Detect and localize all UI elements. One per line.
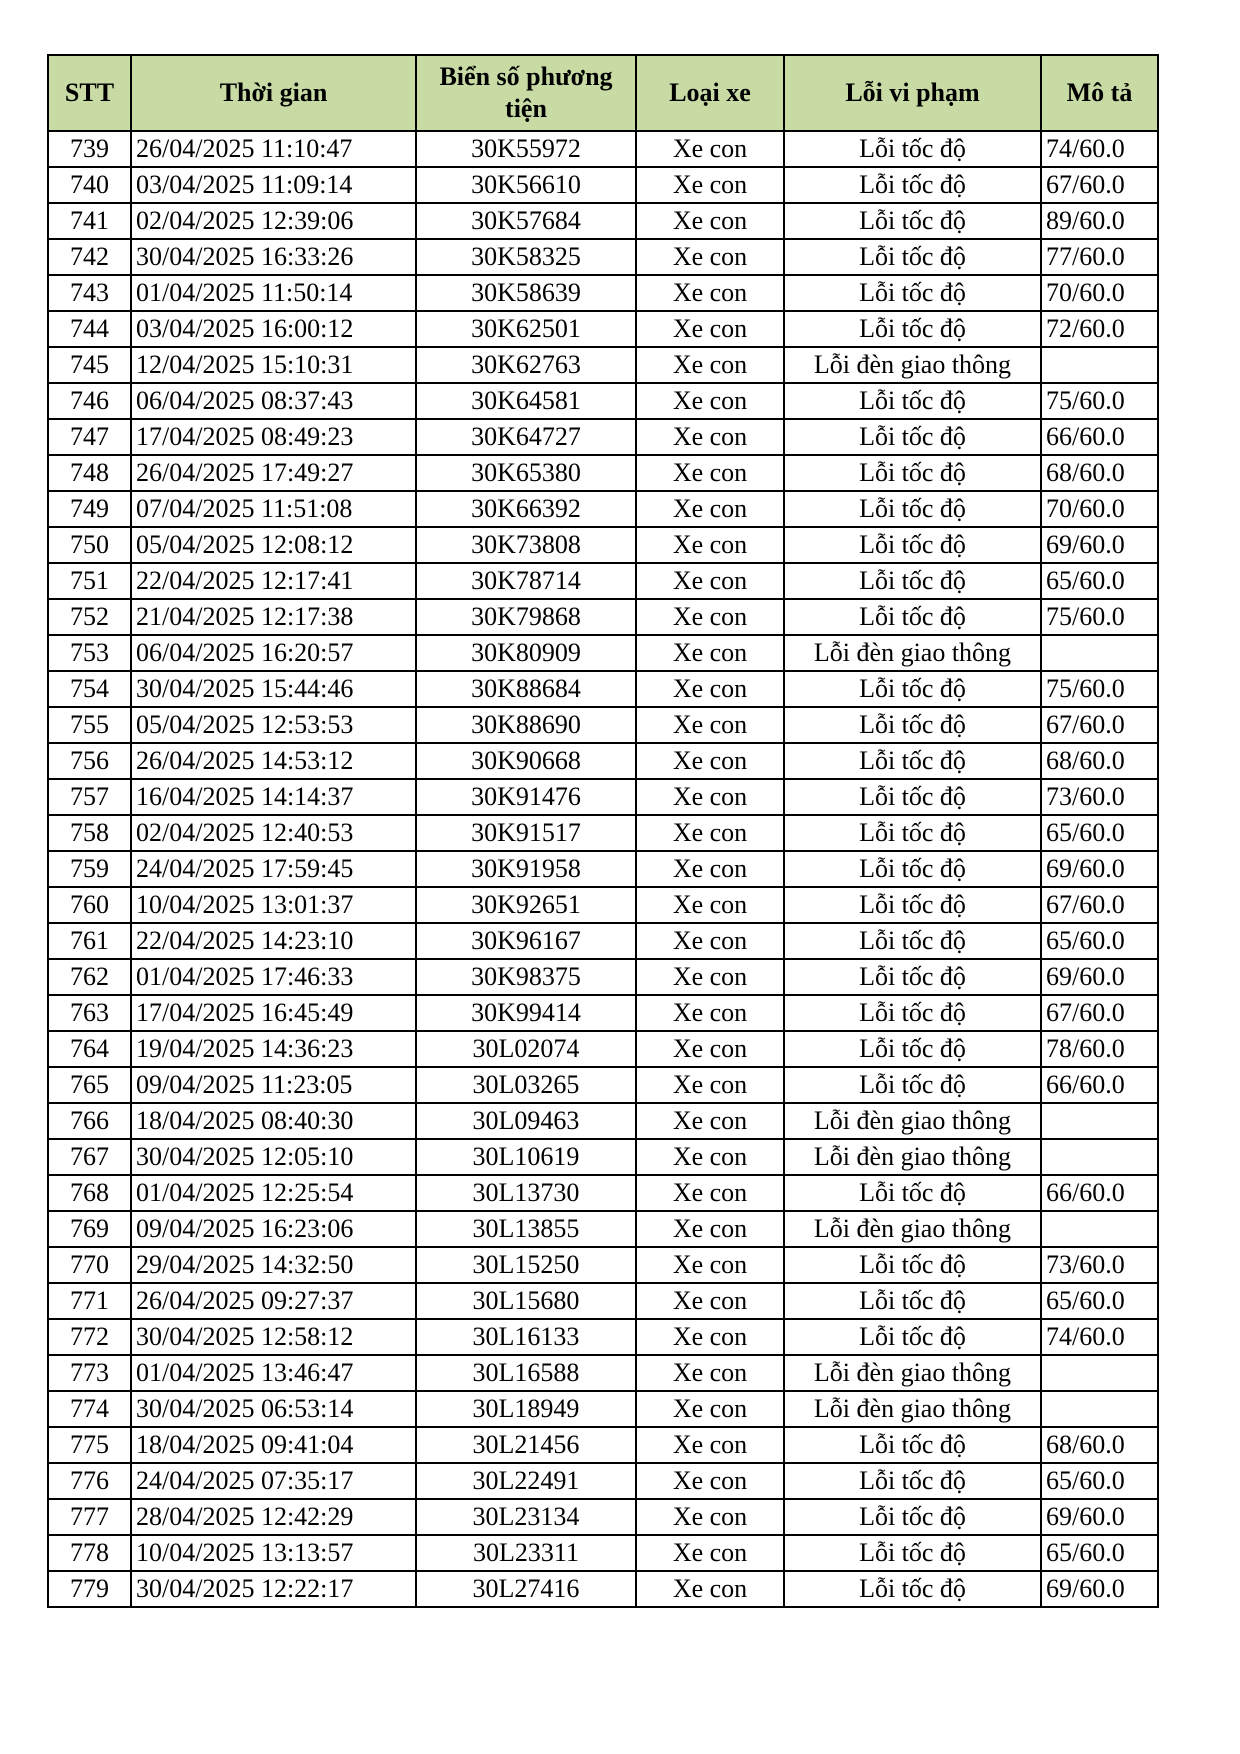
cell-violation: Lỗi tốc độ bbox=[784, 1499, 1041, 1535]
cell-stt: 752 bbox=[48, 599, 131, 635]
cell-plate: 30L21456 bbox=[416, 1427, 636, 1463]
cell-description: 66/60.0 bbox=[1041, 1067, 1158, 1103]
cell-time: 02/04/2025 12:40:53 bbox=[131, 815, 416, 851]
cell-stt: 740 bbox=[48, 167, 131, 203]
cell-description: 70/60.0 bbox=[1041, 275, 1158, 311]
cell-violation: Lỗi tốc độ bbox=[784, 599, 1041, 635]
cell-vehicle-type: Xe con bbox=[636, 707, 784, 743]
cell-description: 65/60.0 bbox=[1041, 815, 1158, 851]
cell-vehicle-type: Xe con bbox=[636, 419, 784, 455]
cell-plate: 30L10619 bbox=[416, 1139, 636, 1175]
cell-time: 19/04/2025 14:36:23 bbox=[131, 1031, 416, 1067]
cell-plate: 30K64581 bbox=[416, 383, 636, 419]
cell-vehicle-type: Xe con bbox=[636, 743, 784, 779]
cell-description: 75/60.0 bbox=[1041, 599, 1158, 635]
cell-stt: 772 bbox=[48, 1319, 131, 1355]
cell-time: 16/04/2025 14:14:37 bbox=[131, 779, 416, 815]
cell-description: 72/60.0 bbox=[1041, 311, 1158, 347]
cell-vehicle-type: Xe con bbox=[636, 635, 784, 671]
cell-vehicle-type: Xe con bbox=[636, 1103, 784, 1139]
cell-stt: 750 bbox=[48, 527, 131, 563]
table-row bbox=[48, 995, 1158, 1031]
cell-stt: 774 bbox=[48, 1391, 131, 1427]
header-description: Mô tả bbox=[1041, 55, 1158, 131]
cell-violation: Lỗi đèn giao thông bbox=[784, 1139, 1041, 1175]
cell-vehicle-type: Xe con bbox=[636, 1139, 784, 1175]
cell-time: 02/04/2025 12:39:06 bbox=[131, 203, 416, 239]
cell-description: 67/60.0 bbox=[1041, 707, 1158, 743]
cell-vehicle-type: Xe con bbox=[636, 1391, 784, 1427]
cell-plate: 30L23311 bbox=[416, 1535, 636, 1571]
cell-plate: 30K55972 bbox=[416, 131, 636, 167]
table-row bbox=[48, 1067, 1158, 1103]
cell-description: 75/60.0 bbox=[1041, 671, 1158, 707]
cell-time: 07/04/2025 11:51:08 bbox=[131, 491, 416, 527]
cell-time: 06/04/2025 08:37:43 bbox=[131, 383, 416, 419]
cell-time: 03/04/2025 16:00:12 bbox=[131, 311, 416, 347]
cell-plate: 30L13730 bbox=[416, 1175, 636, 1211]
cell-violation: Lỗi tốc độ bbox=[784, 1571, 1041, 1607]
table-row bbox=[48, 815, 1158, 851]
cell-stt: 755 bbox=[48, 707, 131, 743]
cell-stt: 754 bbox=[48, 671, 131, 707]
cell-vehicle-type: Xe con bbox=[636, 815, 784, 851]
header-plate: Biển số phương tiện bbox=[416, 55, 636, 131]
cell-vehicle-type: Xe con bbox=[636, 383, 784, 419]
table-row bbox=[48, 1103, 1158, 1139]
cell-plate: 30L27416 bbox=[416, 1571, 636, 1607]
cell-violation: Lỗi tốc độ bbox=[784, 1535, 1041, 1571]
cell-stt: 765 bbox=[48, 1067, 131, 1103]
table-row bbox=[48, 419, 1158, 455]
cell-plate: 30K57684 bbox=[416, 203, 636, 239]
cell-time: 30/04/2025 15:44:46 bbox=[131, 671, 416, 707]
cell-plate: 30K99414 bbox=[416, 995, 636, 1031]
cell-violation: Lỗi tốc độ bbox=[784, 455, 1041, 491]
cell-plate: 30K78714 bbox=[416, 563, 636, 599]
cell-description: 73/60.0 bbox=[1041, 1247, 1158, 1283]
cell-violation: Lỗi tốc độ bbox=[784, 923, 1041, 959]
cell-violation: Lỗi tốc độ bbox=[784, 779, 1041, 815]
cell-time: 26/04/2025 11:10:47 bbox=[131, 131, 416, 167]
cell-stt: 744 bbox=[48, 311, 131, 347]
cell-vehicle-type: Xe con bbox=[636, 1283, 784, 1319]
cell-violation: Lỗi tốc độ bbox=[784, 275, 1041, 311]
cell-violation: Lỗi tốc độ bbox=[784, 131, 1041, 167]
cell-vehicle-type: Xe con bbox=[636, 167, 784, 203]
cell-violation: Lỗi tốc độ bbox=[784, 491, 1041, 527]
cell-plate: 30K79868 bbox=[416, 599, 636, 635]
table-row bbox=[48, 1211, 1158, 1247]
cell-stt: 769 bbox=[48, 1211, 131, 1247]
cell-violation: Lỗi đèn giao thông bbox=[784, 1391, 1041, 1427]
table-header bbox=[48, 55, 1158, 131]
cell-vehicle-type: Xe con bbox=[636, 1067, 784, 1103]
cell-violation: Lỗi tốc độ bbox=[784, 239, 1041, 275]
cell-description: 69/60.0 bbox=[1041, 1499, 1158, 1535]
cell-vehicle-type: Xe con bbox=[636, 311, 784, 347]
cell-vehicle-type: Xe con bbox=[636, 959, 784, 995]
cell-time: 30/04/2025 12:05:10 bbox=[131, 1139, 416, 1175]
cell-time: 30/04/2025 16:33:26 bbox=[131, 239, 416, 275]
cell-description: 77/60.0 bbox=[1041, 239, 1158, 275]
table-row bbox=[48, 1499, 1158, 1535]
cell-vehicle-type: Xe con bbox=[636, 1571, 784, 1607]
table-row bbox=[48, 779, 1158, 815]
cell-description: 69/60.0 bbox=[1041, 1571, 1158, 1607]
cell-plate: 30L16133 bbox=[416, 1319, 636, 1355]
cell-plate: 30K91517 bbox=[416, 815, 636, 851]
cell-violation: Lỗi tốc độ bbox=[784, 203, 1041, 239]
cell-violation: Lỗi tốc độ bbox=[784, 563, 1041, 599]
cell-time: 03/04/2025 11:09:14 bbox=[131, 167, 416, 203]
cell-plate: 30K64727 bbox=[416, 419, 636, 455]
cell-time: 05/04/2025 12:53:53 bbox=[131, 707, 416, 743]
cell-time: 22/04/2025 14:23:10 bbox=[131, 923, 416, 959]
cell-description: 74/60.0 bbox=[1041, 131, 1158, 167]
table-row bbox=[48, 203, 1158, 239]
cell-description: 89/60.0 bbox=[1041, 203, 1158, 239]
table-row bbox=[48, 1391, 1158, 1427]
cell-plate: 30K66392 bbox=[416, 491, 636, 527]
cell-time: 18/04/2025 09:41:04 bbox=[131, 1427, 416, 1463]
table-row bbox=[48, 1031, 1158, 1067]
cell-stt: 767 bbox=[48, 1139, 131, 1175]
cell-description: 78/60.0 bbox=[1041, 1031, 1158, 1067]
cell-stt: 764 bbox=[48, 1031, 131, 1067]
cell-plate: 30L15680 bbox=[416, 1283, 636, 1319]
cell-vehicle-type: Xe con bbox=[636, 1247, 784, 1283]
header-stt: STT bbox=[48, 55, 131, 131]
cell-violation: Lỗi đèn giao thông bbox=[784, 1211, 1041, 1247]
cell-plate: 30K62763 bbox=[416, 347, 636, 383]
cell-stt: 741 bbox=[48, 203, 131, 239]
cell-vehicle-type: Xe con bbox=[636, 1355, 784, 1391]
cell-stt: 751 bbox=[48, 563, 131, 599]
cell-time: 21/04/2025 12:17:38 bbox=[131, 599, 416, 635]
cell-violation: Lỗi đèn giao thông bbox=[784, 347, 1041, 383]
cell-violation: Lỗi tốc độ bbox=[784, 1175, 1041, 1211]
cell-plate: 30K56610 bbox=[416, 167, 636, 203]
cell-vehicle-type: Xe con bbox=[636, 1463, 784, 1499]
table-row bbox=[48, 1463, 1158, 1499]
table-row bbox=[48, 707, 1158, 743]
cell-violation: Lỗi tốc độ bbox=[784, 1319, 1041, 1355]
header-time: Thời gian bbox=[131, 55, 416, 131]
cell-stt: 775 bbox=[48, 1427, 131, 1463]
cell-violation: Lỗi tốc độ bbox=[784, 887, 1041, 923]
cell-time: 05/04/2025 12:08:12 bbox=[131, 527, 416, 563]
cell-time: 26/04/2025 17:49:27 bbox=[131, 455, 416, 491]
cell-description: 65/60.0 bbox=[1041, 1283, 1158, 1319]
table-row bbox=[48, 455, 1158, 491]
cell-stt: 766 bbox=[48, 1103, 131, 1139]
cell-plate: 30K73808 bbox=[416, 527, 636, 563]
table-row bbox=[48, 671, 1158, 707]
cell-description: 67/60.0 bbox=[1041, 995, 1158, 1031]
cell-stt: 757 bbox=[48, 779, 131, 815]
cell-stt: 768 bbox=[48, 1175, 131, 1211]
cell-stt: 762 bbox=[48, 959, 131, 995]
cell-plate: 30K91476 bbox=[416, 779, 636, 815]
cell-violation: Lỗi tốc độ bbox=[784, 707, 1041, 743]
cell-vehicle-type: Xe con bbox=[636, 347, 784, 383]
table-row bbox=[48, 635, 1158, 671]
cell-violation: Lỗi tốc độ bbox=[784, 419, 1041, 455]
cell-stt: 760 bbox=[48, 887, 131, 923]
cell-description: 67/60.0 bbox=[1041, 887, 1158, 923]
cell-stt: 763 bbox=[48, 995, 131, 1031]
cell-description: 65/60.0 bbox=[1041, 1535, 1158, 1571]
cell-time: 06/04/2025 16:20:57 bbox=[131, 635, 416, 671]
cell-description: 68/60.0 bbox=[1041, 1427, 1158, 1463]
table-row bbox=[48, 239, 1158, 275]
cell-violation: Lỗi tốc độ bbox=[784, 1463, 1041, 1499]
cell-violation: Lỗi đèn giao thông bbox=[784, 1103, 1041, 1139]
cell-plate: 30K96167 bbox=[416, 923, 636, 959]
cell-vehicle-type: Xe con bbox=[636, 599, 784, 635]
cell-vehicle-type: Xe con bbox=[636, 1535, 784, 1571]
cell-violation: Lỗi tốc độ bbox=[784, 167, 1041, 203]
cell-plate: 30L13855 bbox=[416, 1211, 636, 1247]
cell-stt: 771 bbox=[48, 1283, 131, 1319]
cell-stt: 745 bbox=[48, 347, 131, 383]
cell-time: 24/04/2025 17:59:45 bbox=[131, 851, 416, 887]
violations-table bbox=[47, 54, 1159, 1608]
cell-time: 28/04/2025 12:42:29 bbox=[131, 1499, 416, 1535]
table-row bbox=[48, 743, 1158, 779]
cell-plate: 30L18949 bbox=[416, 1391, 636, 1427]
cell-plate: 30L09463 bbox=[416, 1103, 636, 1139]
cell-vehicle-type: Xe con bbox=[636, 455, 784, 491]
cell-plate: 30L22491 bbox=[416, 1463, 636, 1499]
cell-time: 29/04/2025 14:32:50 bbox=[131, 1247, 416, 1283]
cell-vehicle-type: Xe con bbox=[636, 1211, 784, 1247]
table-row bbox=[48, 1571, 1158, 1607]
cell-violation: Lỗi tốc độ bbox=[784, 671, 1041, 707]
cell-stt: 749 bbox=[48, 491, 131, 527]
table-row bbox=[48, 1319, 1158, 1355]
cell-time: 01/04/2025 12:25:54 bbox=[131, 1175, 416, 1211]
cell-violation: Lỗi tốc độ bbox=[784, 743, 1041, 779]
cell-time: 12/04/2025 15:10:31 bbox=[131, 347, 416, 383]
table-row bbox=[48, 527, 1158, 563]
cell-description bbox=[1041, 635, 1158, 671]
header-row bbox=[48, 55, 1158, 131]
header-vehicle-type: Loại xe bbox=[636, 55, 784, 131]
cell-violation: Lỗi tốc độ bbox=[784, 851, 1041, 887]
cell-violation: Lỗi tốc độ bbox=[784, 1247, 1041, 1283]
cell-vehicle-type: Xe con bbox=[636, 527, 784, 563]
cell-plate: 30K58639 bbox=[416, 275, 636, 311]
cell-vehicle-type: Xe con bbox=[636, 203, 784, 239]
cell-stt: 758 bbox=[48, 815, 131, 851]
table-body bbox=[48, 131, 1158, 1607]
cell-stt: 756 bbox=[48, 743, 131, 779]
cell-violation: Lỗi tốc độ bbox=[784, 1067, 1041, 1103]
cell-plate: 30L15250 bbox=[416, 1247, 636, 1283]
cell-description: 73/60.0 bbox=[1041, 779, 1158, 815]
cell-plate: 30K65380 bbox=[416, 455, 636, 491]
cell-description: 65/60.0 bbox=[1041, 563, 1158, 599]
table-row bbox=[48, 1427, 1158, 1463]
cell-vehicle-type: Xe con bbox=[636, 779, 784, 815]
cell-vehicle-type: Xe con bbox=[636, 1499, 784, 1535]
cell-plate: 30K80909 bbox=[416, 635, 636, 671]
cell-vehicle-type: Xe con bbox=[636, 1427, 784, 1463]
cell-violation: Lỗi tốc độ bbox=[784, 995, 1041, 1031]
cell-description bbox=[1041, 347, 1158, 383]
cell-stt: 739 bbox=[48, 131, 131, 167]
cell-time: 09/04/2025 11:23:05 bbox=[131, 1067, 416, 1103]
cell-stt: 742 bbox=[48, 239, 131, 275]
table-row bbox=[48, 347, 1158, 383]
cell-vehicle-type: Xe con bbox=[636, 1175, 784, 1211]
cell-description: 67/60.0 bbox=[1041, 167, 1158, 203]
cell-stt: 777 bbox=[48, 1499, 131, 1535]
cell-description bbox=[1041, 1355, 1158, 1391]
cell-description: 65/60.0 bbox=[1041, 1463, 1158, 1499]
cell-plate: 30L02074 bbox=[416, 1031, 636, 1067]
cell-time: 30/04/2025 12:22:17 bbox=[131, 1571, 416, 1607]
cell-vehicle-type: Xe con bbox=[636, 275, 784, 311]
cell-time: 18/04/2025 08:40:30 bbox=[131, 1103, 416, 1139]
cell-vehicle-type: Xe con bbox=[636, 887, 784, 923]
cell-description: 69/60.0 bbox=[1041, 527, 1158, 563]
cell-stt: 743 bbox=[48, 275, 131, 311]
cell-stt: 770 bbox=[48, 1247, 131, 1283]
cell-stt: 776 bbox=[48, 1463, 131, 1499]
cell-time: 01/04/2025 11:50:14 bbox=[131, 275, 416, 311]
cell-vehicle-type: Xe con bbox=[636, 995, 784, 1031]
cell-stt: 759 bbox=[48, 851, 131, 887]
header-violation: Lỗi vi phạm bbox=[784, 55, 1041, 131]
table-row bbox=[48, 1175, 1158, 1211]
table-row bbox=[48, 275, 1158, 311]
table-row bbox=[48, 599, 1158, 635]
cell-time: 10/04/2025 13:01:37 bbox=[131, 887, 416, 923]
cell-time: 30/04/2025 12:58:12 bbox=[131, 1319, 416, 1355]
table-row bbox=[48, 1535, 1158, 1571]
table-row bbox=[48, 959, 1158, 995]
cell-violation: Lỗi tốc độ bbox=[784, 815, 1041, 851]
cell-description: 75/60.0 bbox=[1041, 383, 1158, 419]
cell-vehicle-type: Xe con bbox=[636, 239, 784, 275]
cell-plate: 30K88690 bbox=[416, 707, 636, 743]
cell-description: 68/60.0 bbox=[1041, 743, 1158, 779]
cell-time: 24/04/2025 07:35:17 bbox=[131, 1463, 416, 1499]
cell-stt: 753 bbox=[48, 635, 131, 671]
cell-time: 10/04/2025 13:13:57 bbox=[131, 1535, 416, 1571]
cell-time: 17/04/2025 08:49:23 bbox=[131, 419, 416, 455]
table-row bbox=[48, 311, 1158, 347]
cell-time: 17/04/2025 16:45:49 bbox=[131, 995, 416, 1031]
cell-vehicle-type: Xe con bbox=[636, 923, 784, 959]
cell-vehicle-type: Xe con bbox=[636, 671, 784, 707]
cell-stt: 779 bbox=[48, 1571, 131, 1607]
cell-violation: Lỗi tốc độ bbox=[784, 383, 1041, 419]
cell-vehicle-type: Xe con bbox=[636, 1031, 784, 1067]
cell-stt: 778 bbox=[48, 1535, 131, 1571]
cell-plate: 30K58325 bbox=[416, 239, 636, 275]
table-row bbox=[48, 851, 1158, 887]
cell-plate: 30L03265 bbox=[416, 1067, 636, 1103]
table-row bbox=[48, 1283, 1158, 1319]
cell-time: 26/04/2025 14:53:12 bbox=[131, 743, 416, 779]
cell-violation: Lỗi tốc độ bbox=[784, 311, 1041, 347]
cell-time: 01/04/2025 13:46:47 bbox=[131, 1355, 416, 1391]
cell-violation: Lỗi đèn giao thông bbox=[784, 1355, 1041, 1391]
cell-plate: 30K92651 bbox=[416, 887, 636, 923]
cell-vehicle-type: Xe con bbox=[636, 851, 784, 887]
cell-description: 66/60.0 bbox=[1041, 1175, 1158, 1211]
table-row bbox=[48, 1139, 1158, 1175]
cell-violation: Lỗi đèn giao thông bbox=[784, 635, 1041, 671]
cell-stt: 746 bbox=[48, 383, 131, 419]
cell-stt: 761 bbox=[48, 923, 131, 959]
cell-time: 30/04/2025 06:53:14 bbox=[131, 1391, 416, 1427]
cell-violation: Lỗi tốc độ bbox=[784, 1283, 1041, 1319]
cell-description: 74/60.0 bbox=[1041, 1319, 1158, 1355]
cell-plate: 30L23134 bbox=[416, 1499, 636, 1535]
table-row bbox=[48, 1247, 1158, 1283]
cell-stt: 773 bbox=[48, 1355, 131, 1391]
cell-description: 66/60.0 bbox=[1041, 419, 1158, 455]
cell-vehicle-type: Xe con bbox=[636, 563, 784, 599]
cell-description bbox=[1041, 1139, 1158, 1175]
cell-vehicle-type: Xe con bbox=[636, 131, 784, 167]
cell-plate: 30K62501 bbox=[416, 311, 636, 347]
cell-time: 26/04/2025 09:27:37 bbox=[131, 1283, 416, 1319]
cell-description: 69/60.0 bbox=[1041, 851, 1158, 887]
cell-violation: Lỗi tốc độ bbox=[784, 527, 1041, 563]
table-row bbox=[48, 887, 1158, 923]
cell-violation: Lỗi tốc độ bbox=[784, 1427, 1041, 1463]
cell-description bbox=[1041, 1391, 1158, 1427]
cell-violation: Lỗi tốc độ bbox=[784, 1031, 1041, 1067]
cell-plate: 30K90668 bbox=[416, 743, 636, 779]
cell-vehicle-type: Xe con bbox=[636, 491, 784, 527]
table-row bbox=[48, 491, 1158, 527]
cell-plate: 30K91958 bbox=[416, 851, 636, 887]
table-row bbox=[48, 131, 1158, 167]
table-row bbox=[48, 383, 1158, 419]
cell-plate: 30K88684 bbox=[416, 671, 636, 707]
cell-time: 09/04/2025 16:23:06 bbox=[131, 1211, 416, 1247]
cell-description: 65/60.0 bbox=[1041, 923, 1158, 959]
cell-description: 69/60.0 bbox=[1041, 959, 1158, 995]
cell-time: 01/04/2025 17:46:33 bbox=[131, 959, 416, 995]
cell-plate: 30K98375 bbox=[416, 959, 636, 995]
cell-description: 68/60.0 bbox=[1041, 455, 1158, 491]
cell-stt: 748 bbox=[48, 455, 131, 491]
cell-time: 22/04/2025 12:17:41 bbox=[131, 563, 416, 599]
cell-description bbox=[1041, 1103, 1158, 1139]
cell-description bbox=[1041, 1211, 1158, 1247]
table-row bbox=[48, 563, 1158, 599]
cell-violation: Lỗi tốc độ bbox=[784, 959, 1041, 995]
cell-plate: 30L16588 bbox=[416, 1355, 636, 1391]
cell-stt: 747 bbox=[48, 419, 131, 455]
table-row bbox=[48, 167, 1158, 203]
table-row bbox=[48, 1355, 1158, 1391]
cell-description: 70/60.0 bbox=[1041, 491, 1158, 527]
cell-vehicle-type: Xe con bbox=[636, 1319, 784, 1355]
table-row bbox=[48, 923, 1158, 959]
